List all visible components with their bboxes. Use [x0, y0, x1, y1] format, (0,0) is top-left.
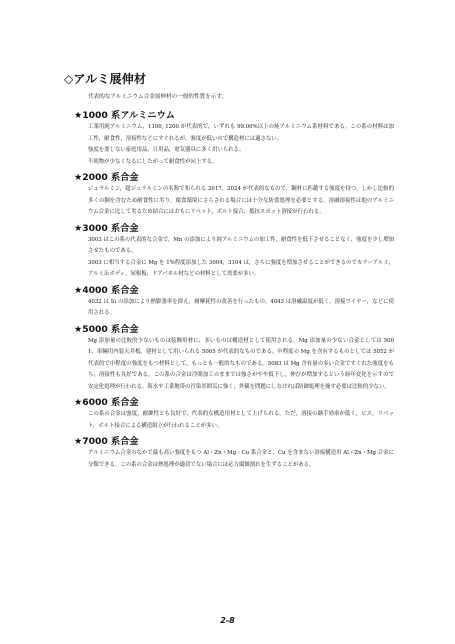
- section-heading: ★6000 系合金: [74, 397, 139, 408]
- intro-text: 代表的なアルミニウム合金展伸材の一般的性質を示す。: [88, 94, 228, 100]
- section-3000: [74, 223, 394, 281]
- section-heading: ★4000 系合金: [74, 284, 139, 296]
- section-heading: ★1000 系アルミニウム: [74, 110, 175, 121]
- page-title: ◇アルミ展伸材: [64, 72, 147, 86]
- page-number: 2-8: [220, 616, 235, 625]
- section-4000: [74, 285, 394, 320]
- paragraph: ジュラルミン，超ジュラルミンの名称で知られる 2017，2024 が代表的なもので，鋼材に匹敵する強度を持つ。しかし比較的多くの銅を含むため耐食性に劣り，腐食環境にさらされる場合には十分な防食処理を必要とする。溶融溶接性は他のアルミニウム合金に比して劣るため結合にはおもにリベット，ボルト接合，抵抗スポット溶接が行われる。: [88, 186, 394, 215]
- sections-container: [74, 110, 394, 475]
- section-heading: ★2000 系合金: [74, 172, 139, 183]
- paragraph: 強度を要しない家庭用品，日用品，電気器具に多く用いられる。: [88, 147, 245, 153]
- section-7000: [74, 436, 394, 471]
- paragraph: 4032 は Si の添加により熱膨張率を抑え，耐摩耗性の改善を行ったもの。4043 は溶融温度が低く，溶接ワイヤー，などに使用される。: [88, 298, 394, 316]
- paragraph: Mg 添加量の比較的少ないものは装飾用材に，多いものは構造材として使用される。Mg 添加量の少ない合金としては 5001，車輛用内装天井板，建材として用いられる 5005 が代表的なものである。中程度の Mg を含有するものとしては 5052 が代表的で中程度の強度をもつ材料として，もっとも一般的なものである。5083 は Mg 含有量の多い合金ですぐれた強度をもち，溶接性も良好である。この系の合金は冷間加工のままでは強さがやや低下し，伸びが増加するという経年変化を示すので安定化処理が行われる。海水や工業地帯の汚染雰囲気に強く，外観を問題にしなければ防蝕処理を施す必要は比較的少ない。: [88, 337, 394, 390]
- paragraph: 不純物が少なくなるにしたがって耐食性が向上する。: [88, 158, 218, 165]
- section-2000: [74, 172, 394, 219]
- section-heading: ★7000 系合金: [74, 436, 139, 447]
- paragraph: 工業用純アルミニウム，1100, 1200 が代表的で，いずれも 99.00%以上の純アルミニウム系材料である。この系の材料は加工性，耐食性，溶接性などにすぐれるが，強度が低いので構造材には適さない。: [88, 124, 394, 142]
- section-5000: [74, 324, 394, 394]
- section-6000: [74, 397, 394, 432]
- paragraph: アルミニウム合金のなかで最も高い強度をもつ Al・Zn・Mg・Cu 系合金と，Cu を含まない溶接構造用 Al・Zn・Mg 合金に分類できる。この系の合金は熱処理が適切でない場合には応力腐蝕割れを生ずることがある。: [88, 450, 394, 468]
- section-1000: [74, 110, 394, 168]
- paragraph: この系の合金は強度，耐蝕性とも良好で，代表的な構造用材として上げられる。ただ，溶接の継手効率が低く，ビス，リベット，ボルト接合による構造組立が行われることが多い。: [88, 411, 394, 429]
- section-heading: ★5000 系合金: [74, 323, 139, 335]
- section-heading: ★3000 系合金: [74, 222, 139, 234]
- paragraph: 3003 はこの系の代表的な合金で，Mn の添加により純アルミニウムの加工性，耐食性を低下させることなく，強度を少し増加させたものである。: [88, 236, 394, 254]
- paragraph: 3003 に相当する合金に Mg を 1%程度添加した 3004，3104 は，さらに強度を増加させることができるのでカラーアルミ，アルミ缶ボディ，屋根板，ドアパネル材などの材料として需要が多い。: [88, 259, 394, 277]
